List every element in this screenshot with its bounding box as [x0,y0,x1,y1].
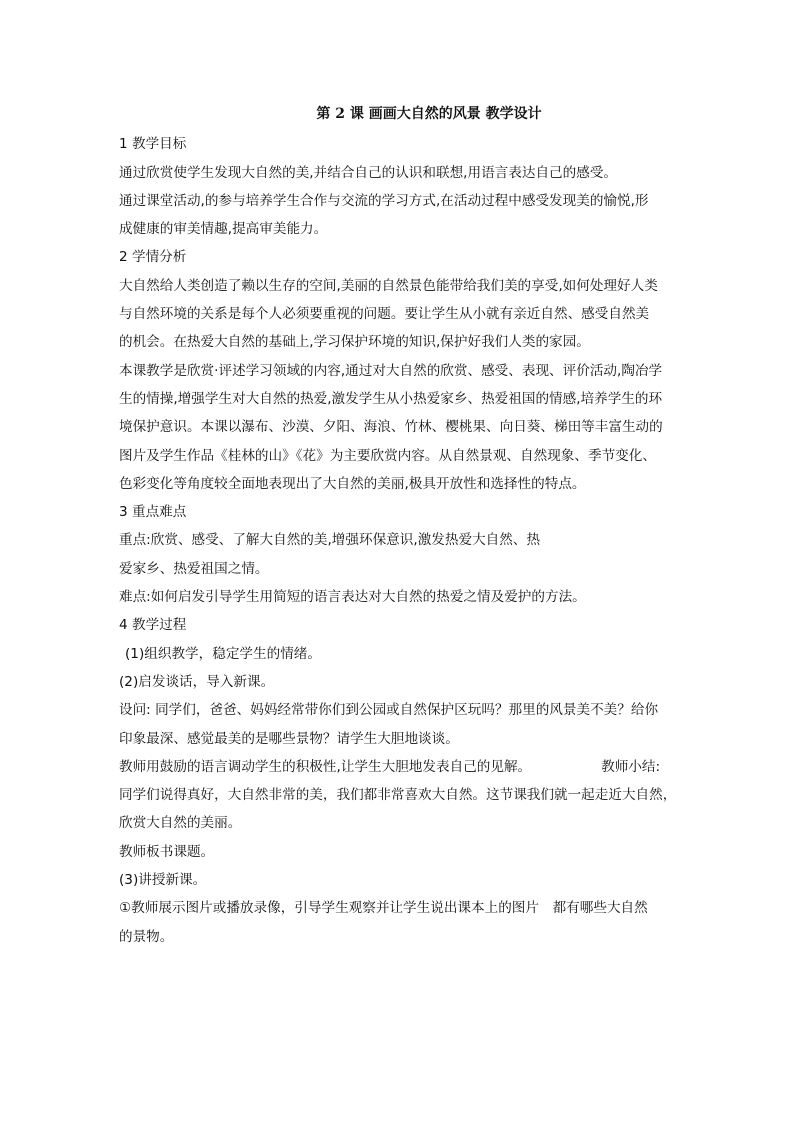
paragraph-line: 的景物。 [119,928,174,945]
paragraph-line: 欣赏大自然的美丽。 [119,815,242,832]
document-title: 第 2 课 画画大自然的风景 教学设计 [316,106,542,122]
section-heading: 1 教学目标 [119,136,187,153]
section-heading: 3 重点难点 [119,504,187,521]
paragraph-line: 难点:如何启发引导学生用简短的语言表达对大自然的热爱之情及爱护的方法。 [119,589,586,606]
paragraph-line: 与自然环境的关系是每个人必须要重视的问题。要让学生从小就有亲近自然、感受自然美 [119,306,650,323]
paragraph-line: 同学们说得真好，大自然非常的美，我们都非常喜欢大自然。这节课我们就一起走近大自然， [119,787,677,804]
paragraph-line: (1)组织教学，稳定学生的情绪。 [125,645,321,662]
paragraph-line: 成健康的审美情趣,提高审美能力。 [119,221,328,238]
section-heading: 4 教学过程 [119,617,187,634]
paragraph-line: 通过欣赏使学生发现大自然的美,并结合自己的认识和联想,用语言表达自己的感受。 [119,164,618,181]
paragraph-line: 大自然给人类创造了赖以生存的空间,美丽的自然景色能带给我们美的享受,如何处理好人类 [119,277,658,294]
paragraph-text: 教师用鼓励的语言调动学生的积极性,让学生大胆地发表自己的见解。 [119,758,532,775]
paragraph-line: (3)讲授新课。 [119,872,207,889]
paragraph-line: 设问: 同学们，爸爸、妈妈经常带你们到公园或自然保护区玩吗？那里的风景美不美？给你 [119,702,659,719]
paragraph-line: 图片及学生作品《桂林的山》《花》为主要欣赏内容。从自然景观、自然现象、季节变化、 [119,447,656,464]
paragraph-line: 通过课堂活动,的参与培养学生合作与交流的学习方式,在活动过程中感受发现美的愉悦,形 [119,192,649,209]
paragraph-line [119,753,679,781]
paragraph-line: 重点:欣赏、感受、了解大自然的美,增强环保意识,激发热爱大自然、热 [119,532,541,549]
paragraph-line: 的机会。在热爱大自然的基础上,学习保护环境的知识,保护好我们人类的家园。 [119,334,590,351]
paragraph-line: 教师板书课题。 [119,843,215,860]
paragraph-line: (2)启发谈话，导入新课。 [119,673,275,690]
paragraph-line: ①教师展示图片或播放录像，引导学生观察并让学生说出课本上的图片 都有哪些大自然 [119,900,648,917]
document-body [119,100,679,951]
paragraph-line: 本课教学是欣赏·评述学习领域的内容,通过对大自然的欣赏、感受、表现、评价活动,陶冶学 [119,362,663,379]
paragraph-line: 印象最深、感觉最美的是哪些景物？请学生大胆地谈谈。 [119,730,459,747]
paragraph-line: 生的情操,增强学生对大自然的热爱,激发学生从小热爱家乡、热爱祖国的情感,培养学生的环 [119,390,663,407]
section-heading: 2 学情分析 [119,249,187,266]
paragraph-line: 境保护意识。本课以瀑布、沙漠、夕阳、海浪、竹林、樱桃果、向日葵、梯田等丰富生动的 [119,419,663,436]
paragraph-line: 爱家乡、热爱祖国之情。 [119,560,269,577]
teacher-summary-label: 教师小结: [601,758,661,775]
paragraph-line: 色彩变化等角度较全面地表现出了大自然的美丽,极具开放性和选择性的特点。 [119,475,586,492]
